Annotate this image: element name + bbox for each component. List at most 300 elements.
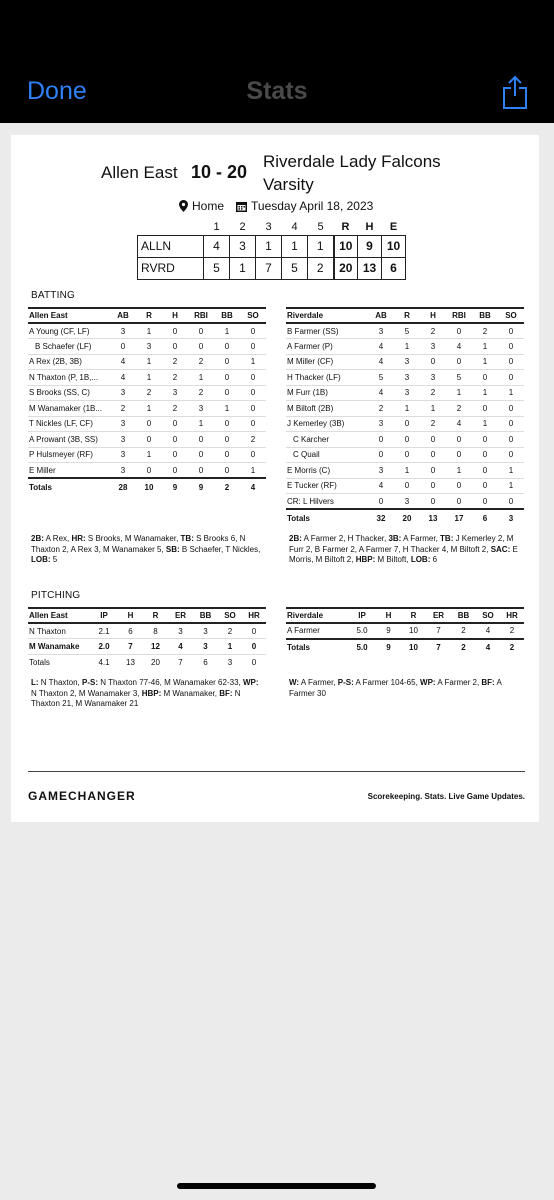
stat-cell: 0	[214, 463, 240, 479]
stat-cell: 1	[498, 463, 524, 479]
line-header-cell: H	[365, 220, 374, 233]
stat-cell: A Farmer	[286, 623, 348, 639]
stat-header-cell: SO	[218, 608, 242, 623]
stat-header-cell: HR	[242, 608, 266, 623]
note-key: TB:	[440, 534, 454, 543]
stat-cell: 3	[193, 639, 218, 655]
totals-cell: 3	[498, 509, 524, 526]
totals-cell: 20	[394, 509, 420, 526]
stat-cell: 6	[118, 623, 143, 639]
stat-cell: 0	[446, 447, 472, 463]
table-row	[28, 370, 266, 386]
note-value: A Farmer 2, H Thacker,	[301, 534, 389, 543]
line-cell: 1	[256, 235, 282, 257]
table-row	[28, 416, 266, 432]
stat-cell: 4	[168, 639, 193, 655]
stat-cell: 1	[446, 463, 472, 479]
stat-cell: 1	[214, 323, 240, 339]
table-row	[28, 339, 266, 355]
pitching-notes-home	[289, 678, 529, 699]
stat-cell: T Nickles (LF, CF)	[28, 416, 110, 432]
totals-cell: 3	[218, 654, 242, 671]
stat-cell: N Thaxton (P, 1B,...	[28, 370, 110, 386]
stat-header-cell: H	[162, 308, 188, 323]
stat-cell: 2	[500, 623, 524, 639]
stat-cell: 1	[394, 339, 420, 355]
stat-cell: 2	[368, 401, 394, 417]
note-key: W:	[289, 678, 300, 687]
note-value: B Schaefer, T Nickles,	[179, 544, 261, 554]
line-header-cell: R	[341, 220, 350, 233]
stat-cell: N Thaxton	[28, 623, 90, 639]
note-key: WP:	[420, 678, 436, 687]
stat-cell: 0	[188, 463, 214, 479]
totals-cell: 28	[110, 478, 136, 495]
line-header-cell: 5	[317, 220, 324, 233]
stat-header-cell: Riverdale	[286, 608, 348, 623]
line-cell: RVRD	[138, 257, 204, 279]
stat-header-cell: BB	[472, 308, 498, 323]
stat-cell: 2	[240, 432, 266, 448]
stat-cell: 1	[136, 354, 162, 370]
stat-header-cell: R	[394, 308, 420, 323]
note-value: N Thaxton 21, M Wanamaker 21	[31, 688, 241, 708]
line-header-cell: 1	[213, 220, 220, 233]
stat-cell: 0	[446, 478, 472, 494]
batting-table-home	[286, 307, 524, 526]
totals-cell: Totals	[286, 639, 348, 656]
stat-cell: 0	[498, 323, 524, 339]
note-value: N Thaxton 2, M Wanamaker 3,	[31, 688, 142, 698]
stat-header-cell: R	[143, 608, 168, 623]
stat-cell: 0	[136, 463, 162, 479]
stat-cell: M Biltoft (2B)	[286, 401, 368, 417]
table-row	[286, 323, 524, 339]
note-value: M Wanamaker,	[161, 688, 220, 698]
stat-cell: 4	[368, 385, 394, 401]
stat-cell: 3	[188, 401, 214, 417]
stat-cell: 3	[368, 416, 394, 432]
stat-cell: 1	[136, 447, 162, 463]
stat-cell: 0	[242, 639, 266, 655]
note-value: A Farmer 30	[289, 678, 502, 698]
stat-cell: 0	[498, 416, 524, 432]
line-cell: 10	[334, 235, 358, 257]
stat-cell: 0	[420, 463, 446, 479]
stat-cell: 0	[446, 494, 472, 510]
stat-cell: 0	[472, 494, 498, 510]
totals-cell: 32	[368, 509, 394, 526]
note-key: HBP:	[355, 555, 376, 564]
stat-cell: 2	[136, 385, 162, 401]
stat-cell: 3	[420, 339, 446, 355]
stat-cell: 0	[446, 432, 472, 448]
totals-cell: Totals	[28, 478, 110, 495]
stat-cell: B Farmer (SS)	[286, 323, 368, 339]
line-cell: 2	[308, 257, 334, 279]
stat-cell: H Thacker (LF)	[286, 370, 368, 386]
stat-cell: 3	[110, 432, 136, 448]
stat-cell: 3	[394, 385, 420, 401]
box-score-sheet	[11, 135, 539, 822]
home-team-line1: Riverdale Lady Falcons	[263, 152, 441, 171]
stat-cell: 0	[214, 385, 240, 401]
line-cell: 6	[382, 257, 406, 279]
stat-cell: 0	[472, 432, 498, 448]
totals-cell: 6	[472, 509, 498, 526]
totals-cell: 10	[136, 478, 162, 495]
stat-cell: 0	[420, 432, 446, 448]
stat-cell: 0	[394, 447, 420, 463]
stat-cell: 4	[110, 370, 136, 386]
stat-cell: 0	[368, 447, 394, 463]
stat-cell: 9	[376, 623, 401, 639]
stat-cell: 0	[162, 323, 188, 339]
totals-cell: 2	[214, 478, 240, 495]
stat-cell: 0	[214, 416, 240, 432]
stat-cell: 1	[446, 385, 472, 401]
stat-cell: M Wanamaker (1B...	[28, 401, 110, 417]
stat-cell: 3	[368, 323, 394, 339]
line-cell: 1	[230, 257, 256, 279]
stat-header-cell: ER	[168, 608, 193, 623]
stat-cell: 0	[214, 370, 240, 386]
totals-cell: 0	[242, 654, 266, 671]
table-row	[28, 447, 266, 463]
stat-cell: 1	[218, 639, 242, 655]
calendar-icon	[236, 201, 247, 212]
note-value: N Thaxton 77-46, M Wanamaker 62-33,	[98, 678, 243, 687]
stat-cell: 4	[446, 339, 472, 355]
stat-cell: 0	[498, 339, 524, 355]
stat-header-cell: IP	[348, 608, 376, 623]
stat-cell: 1	[394, 401, 420, 417]
stat-header-cell: HR	[500, 608, 524, 623]
stat-cell: 7	[426, 623, 451, 639]
table-row	[286, 401, 524, 417]
note-key: SB:	[165, 544, 180, 554]
stat-cell: C Quail	[286, 447, 368, 463]
stat-cell: 0	[472, 478, 498, 494]
totals-cell: 9	[188, 478, 214, 495]
line-cell: 7	[256, 257, 282, 279]
home-team-line2: Varsity	[263, 175, 314, 194]
totals-row	[28, 654, 266, 671]
stat-header-cell: H	[376, 608, 401, 623]
stat-cell: 3	[110, 447, 136, 463]
share-icon[interactable]	[501, 74, 529, 110]
stat-cell: 1	[472, 354, 498, 370]
stat-cell: 3	[110, 416, 136, 432]
stat-cell: 0	[394, 416, 420, 432]
stat-header-cell: BB	[451, 608, 476, 623]
stat-cell: 0	[446, 354, 472, 370]
stat-cell: 3	[110, 323, 136, 339]
stat-cell: 0	[498, 354, 524, 370]
note-value: N Thaxton,	[38, 678, 82, 687]
line-header-cell: 4	[291, 220, 298, 233]
stat-cell: 2	[162, 370, 188, 386]
line-cell: 3	[230, 235, 256, 257]
note-value: E Morris, M Biltoft 2,	[289, 544, 518, 564]
footer-divider	[28, 771, 525, 772]
stat-cell: 0	[394, 478, 420, 494]
stat-cell: 0	[240, 339, 266, 355]
totals-cell: 2	[500, 639, 524, 656]
totals-cell: 9	[376, 639, 401, 656]
stat-cell: 0	[420, 478, 446, 494]
stat-cell: A Rex (2B, 3B)	[28, 354, 110, 370]
stat-cell: 0	[136, 416, 162, 432]
totals-cell: 7	[168, 654, 193, 671]
table-row	[28, 639, 266, 655]
note-key: BF:	[219, 688, 233, 698]
stat-cell: 3	[110, 463, 136, 479]
stat-cell: 0	[472, 401, 498, 417]
stat-cell: 2	[420, 416, 446, 432]
note-key: HBP:	[141, 688, 162, 698]
stat-header-cell: Allen East	[28, 608, 90, 623]
table-row	[286, 623, 524, 639]
table-row	[28, 432, 266, 448]
stat-cell: 0	[368, 432, 394, 448]
line-cell: 20	[334, 257, 358, 279]
stat-cell: 3	[193, 623, 218, 639]
stat-cell: 0	[472, 463, 498, 479]
stat-cell: 0	[240, 447, 266, 463]
line-score-row	[138, 257, 406, 279]
note-key: SAC:	[490, 544, 511, 554]
away-team-name: Allen East	[101, 163, 178, 182]
stat-cell: 2	[451, 623, 476, 639]
stat-header-cell: ER	[426, 608, 451, 623]
line-cell: 5	[204, 257, 230, 279]
stat-header-cell: Allen East	[28, 308, 110, 323]
stat-header-cell: SO	[498, 308, 524, 323]
navigation-bar	[0, 0, 554, 123]
stat-cell: 0	[214, 354, 240, 370]
table-row	[286, 385, 524, 401]
footer-tagline: Scorekeeping. Stats. Live Game Updates.	[367, 792, 525, 801]
stat-cell: 0	[188, 432, 214, 448]
stat-cell: 1	[188, 370, 214, 386]
stat-cell: 1	[136, 323, 162, 339]
line-header-cell: 3	[265, 220, 272, 233]
note-key: LOB:	[410, 555, 431, 564]
stat-cell: 10	[401, 623, 426, 639]
stat-cell: 1	[214, 401, 240, 417]
stat-cell: 8	[143, 623, 168, 639]
stat-cell: A Prowant (3B, SS)	[28, 432, 110, 448]
stat-cell: E Tucker (RF)	[286, 478, 368, 494]
totals-cell: 4	[240, 478, 266, 495]
stat-cell: 0	[420, 447, 446, 463]
line-cell: 1	[308, 235, 334, 257]
totals-cell: 6	[193, 654, 218, 671]
stat-cell: 2	[162, 401, 188, 417]
stat-cell: 0	[368, 494, 394, 510]
done-button[interactable]: Done	[27, 77, 87, 105]
stat-header-row	[286, 308, 524, 323]
stat-cell: 5	[394, 323, 420, 339]
stat-cell: CR: L Hilvers	[286, 494, 368, 510]
stat-cell: 0	[420, 354, 446, 370]
totals-cell: 10	[401, 639, 426, 656]
totals-cell: 13	[420, 509, 446, 526]
note-value: A Farmer,	[401, 534, 441, 543]
table-row	[286, 354, 524, 370]
stat-header-cell: SO	[240, 308, 266, 323]
stat-cell: E Morris (C)	[286, 463, 368, 479]
stat-cell: 1	[136, 401, 162, 417]
pitching-table-away	[28, 607, 266, 671]
note-value: J Kemerley 2, M Furr 2, B Farmer 2, A Farmer 7, H Thacker 4, M Biltoft 2,	[289, 534, 514, 554]
stat-header-cell: SO	[476, 608, 500, 623]
stat-header-cell: H	[420, 308, 446, 323]
game-location: Home	[192, 199, 225, 213]
stat-cell: 1	[472, 339, 498, 355]
stat-cell: 0	[214, 447, 240, 463]
note-key: WP:	[242, 678, 259, 687]
line-cell: 10	[382, 235, 406, 257]
table-row	[28, 323, 266, 339]
stat-cell: 0	[240, 370, 266, 386]
totals-cell: 7	[426, 639, 451, 656]
note-key: 3B:	[388, 534, 402, 543]
line-cell: 13	[358, 257, 382, 279]
line-cell: ALLN	[138, 235, 204, 257]
stat-cell: 0	[214, 339, 240, 355]
totals-cell: 13	[118, 654, 143, 671]
stat-cell: 1	[240, 463, 266, 479]
batting-notes-away	[31, 534, 266, 566]
stat-cell: 3	[110, 385, 136, 401]
note-value: A Farmer 2,	[435, 678, 482, 687]
stat-cell: 1	[188, 416, 214, 432]
stat-cell: 2	[446, 401, 472, 417]
stat-cell: 0	[188, 323, 214, 339]
stat-cell: 0	[394, 432, 420, 448]
totals-cell: Totals	[286, 509, 368, 526]
stat-cell: 2	[472, 323, 498, 339]
note-key: BF:	[481, 678, 495, 687]
stat-cell: 2	[188, 385, 214, 401]
stat-cell: 0	[214, 432, 240, 448]
stat-cell: C Karcher	[286, 432, 368, 448]
stat-header-cell: IP	[90, 608, 118, 623]
note-key: P-S:	[82, 678, 98, 687]
stat-cell: M Wanamake	[28, 639, 90, 655]
stat-header-cell: R	[401, 608, 426, 623]
pitching-notes-away	[31, 678, 266, 710]
stat-cell: 1	[498, 385, 524, 401]
stat-cell: 2	[218, 623, 242, 639]
stat-header-cell: AB	[110, 308, 136, 323]
stat-cell: 0	[162, 416, 188, 432]
stat-cell: 3	[168, 623, 193, 639]
note-key: HR:	[71, 534, 86, 543]
stat-cell: 0	[498, 494, 524, 510]
stat-cell: 2.0	[90, 639, 118, 655]
stat-header-cell: RBI	[446, 308, 472, 323]
line-header-cell: E	[389, 220, 398, 233]
stat-cell: 4	[368, 339, 394, 355]
stat-cell: 1	[498, 478, 524, 494]
line-score-row	[138, 235, 406, 257]
stat-header-cell: Riverdale	[286, 308, 368, 323]
table-row	[28, 354, 266, 370]
totals-cell: 2	[451, 639, 476, 656]
table-row	[28, 623, 266, 639]
note-value: S Brooks, M Wanamaker,	[85, 534, 181, 543]
line-score	[137, 219, 406, 280]
table-row	[286, 416, 524, 432]
note-key: 2B:	[31, 534, 44, 543]
table-row	[28, 385, 266, 401]
pitching-table-home	[286, 607, 524, 656]
stat-cell: 3	[394, 494, 420, 510]
stat-cell: 0	[240, 323, 266, 339]
stat-cell: 3	[162, 385, 188, 401]
stat-header-cell: BB	[214, 308, 240, 323]
stat-cell: S Brooks (SS, C)	[28, 385, 110, 401]
note-value: M Biltoft,	[375, 555, 411, 564]
totals-cell: Totals	[28, 654, 90, 671]
note-key: P-S:	[337, 678, 354, 687]
stat-header-cell: RBI	[188, 308, 214, 323]
stat-cell: 1	[394, 463, 420, 479]
line-header-cell: 2	[239, 220, 246, 233]
stat-cell: 0	[472, 447, 498, 463]
batting-section-title: BATTING	[31, 290, 75, 301]
line-header-cell	[138, 219, 204, 235]
stat-header-cell: AB	[368, 308, 394, 323]
note-value: 6	[430, 555, 438, 564]
stat-cell: 7	[118, 639, 143, 655]
stat-cell: 0	[498, 432, 524, 448]
stat-header-cell: BB	[193, 608, 218, 623]
stat-cell: 4	[368, 478, 394, 494]
batting-table-away	[28, 307, 266, 495]
location-pin-icon	[179, 200, 188, 212]
stat-cell: 5.0	[348, 623, 376, 639]
table-row	[28, 401, 266, 417]
stat-cell: 4	[110, 354, 136, 370]
stat-cell: 0	[498, 370, 524, 386]
stat-cell: 0	[240, 416, 266, 432]
stat-cell: 3	[368, 463, 394, 479]
table-row	[28, 463, 266, 479]
stat-cell: 0	[110, 339, 136, 355]
stat-cell: 3	[394, 370, 420, 386]
stat-header-cell: H	[118, 608, 143, 623]
stat-cell: 2.1	[90, 623, 118, 639]
pitching-section-title: PITCHING	[31, 590, 81, 601]
stat-cell: 0	[498, 401, 524, 417]
table-row	[286, 494, 524, 510]
note-key: TB:	[180, 534, 194, 543]
totals-cell: 4.1	[90, 654, 118, 671]
stat-cell: 2	[188, 354, 214, 370]
totals-cell: 17	[446, 509, 472, 526]
note-value: 5	[50, 555, 58, 564]
table-row	[286, 463, 524, 479]
stat-cell: 0	[240, 385, 266, 401]
stat-cell: E Miller	[28, 463, 110, 479]
stat-cell: P Hulsmeyer (RF)	[28, 447, 110, 463]
nav-title: Stats	[246, 77, 308, 105]
batting-notes-home	[289, 534, 529, 566]
